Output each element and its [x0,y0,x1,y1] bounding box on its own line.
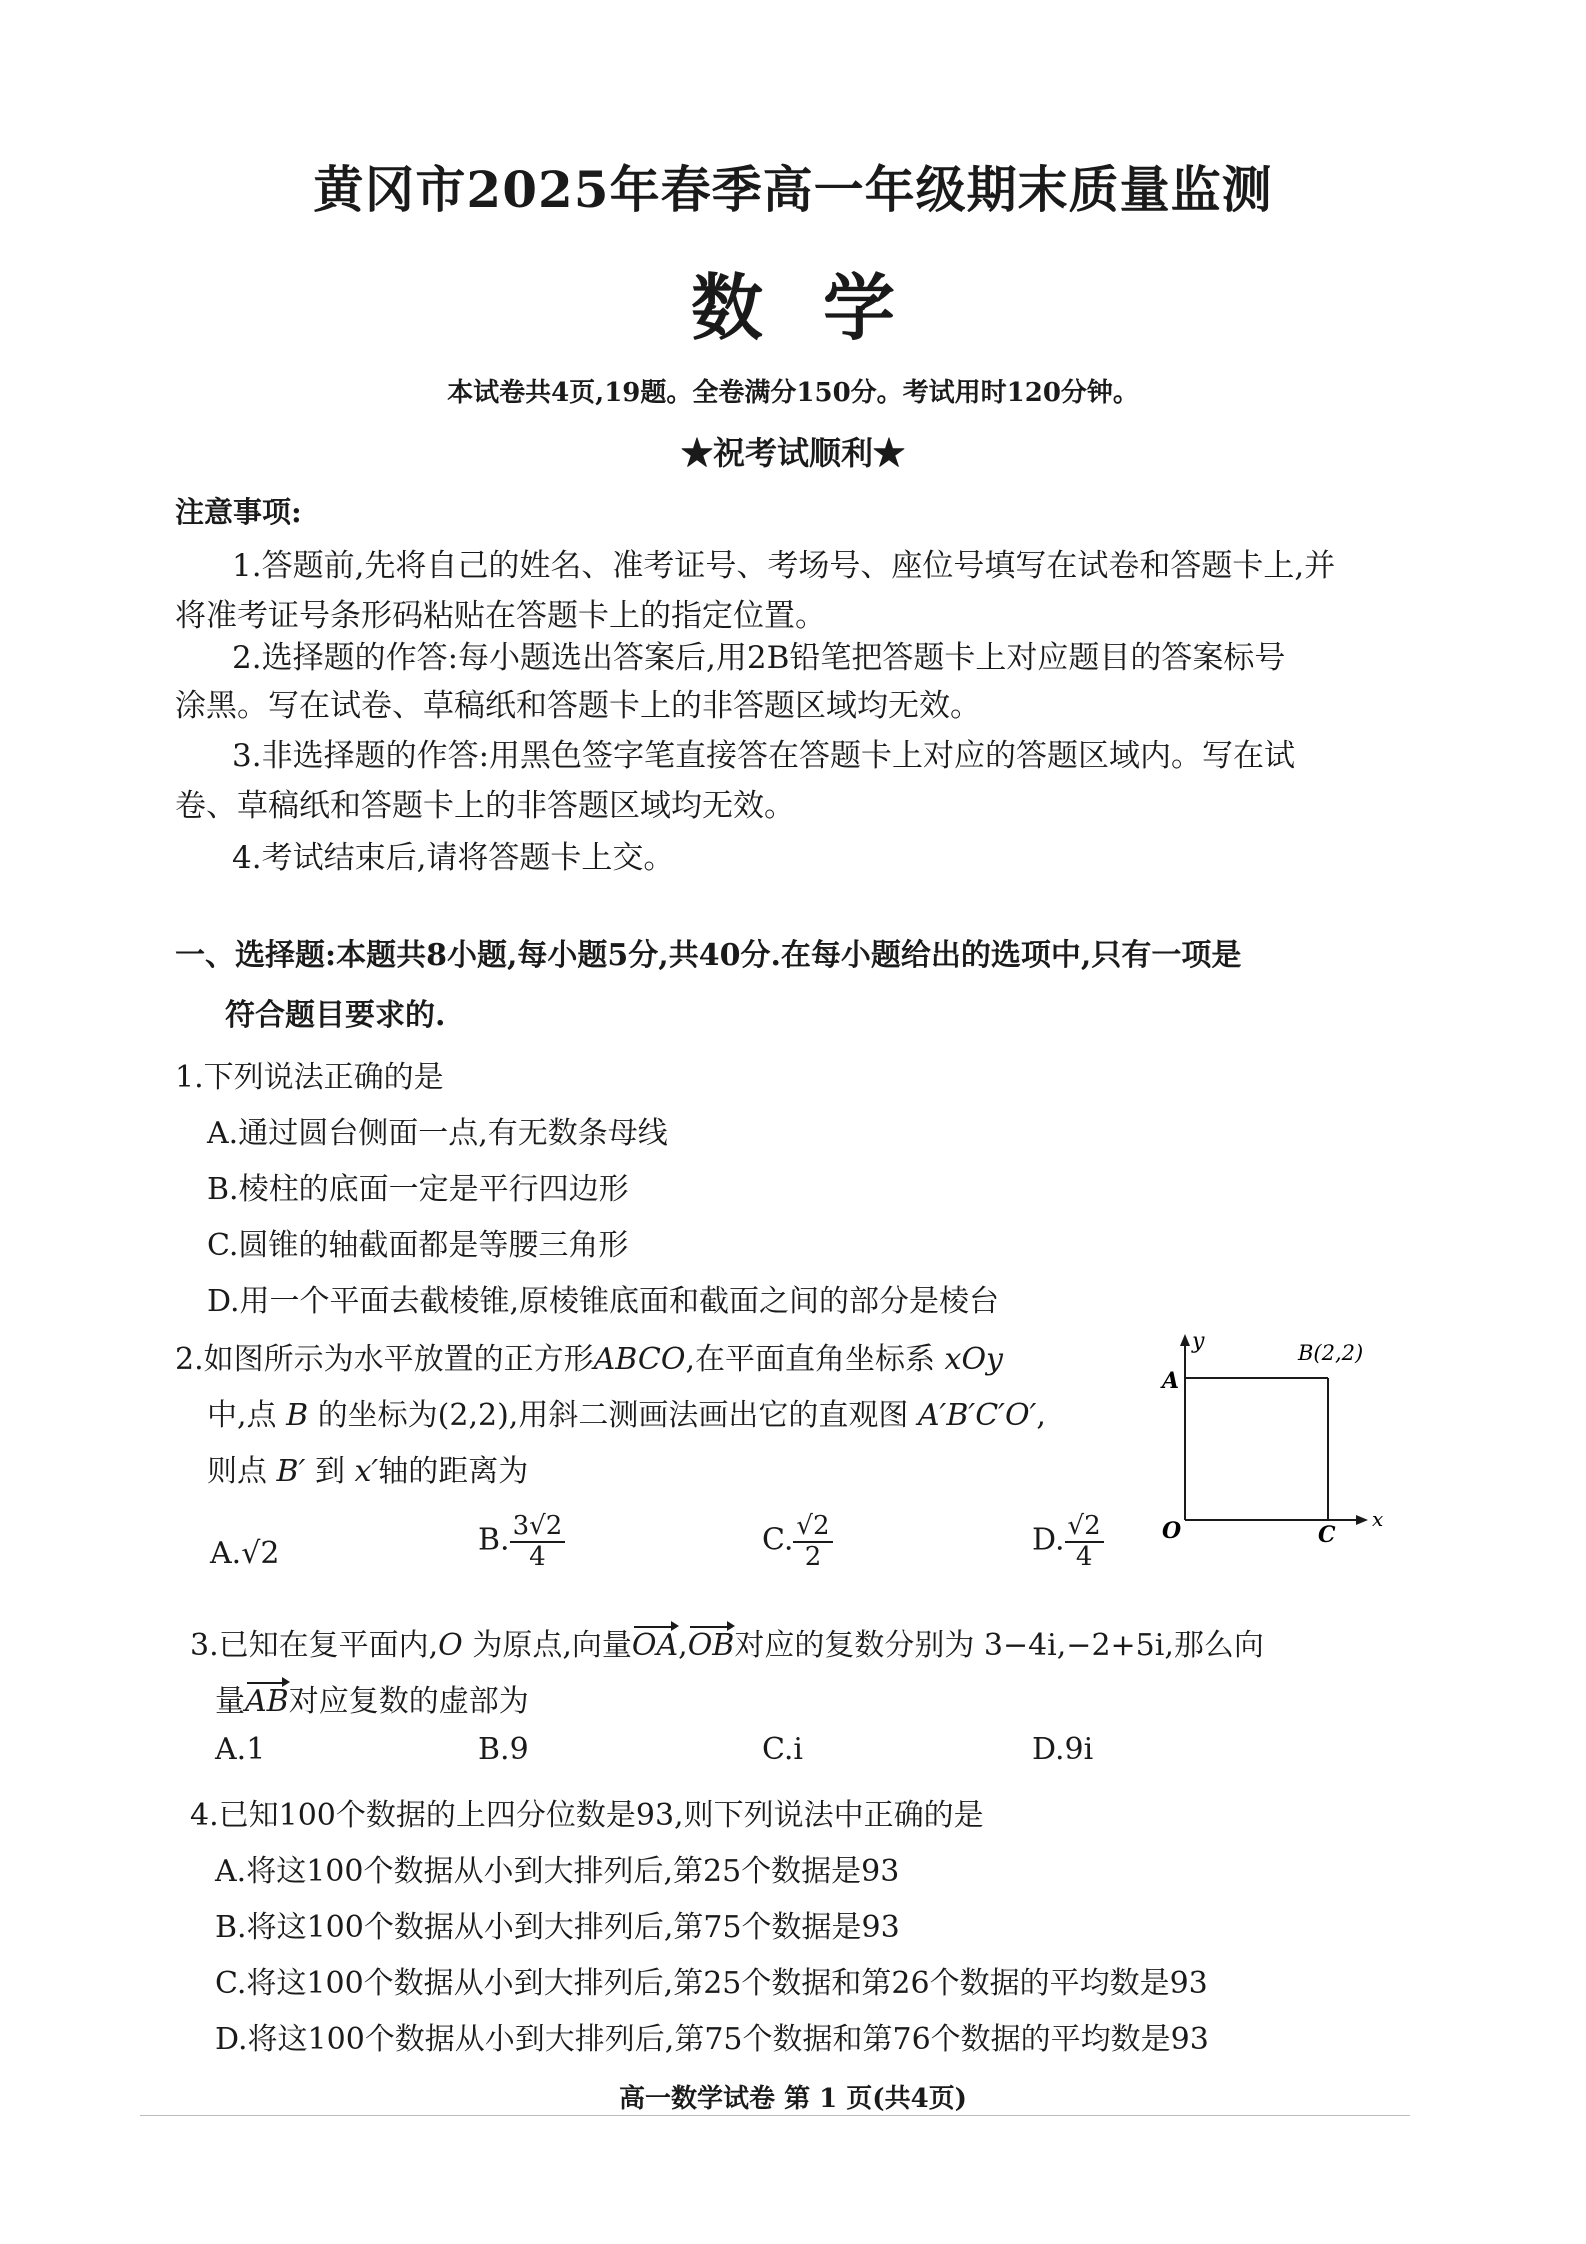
q2-line3-text-c: 到 [314,1454,345,1489]
q2-line3-text-e: 轴的距离为 [378,1454,529,1489]
q2-line1-text-a: 2.如图所示为水平放置的正方形 [175,1342,594,1377]
section1-heading-line1: 一、选择题:本题共8小题,每小题5分,共40分.在每小题给出的选项中,只有一项是 [175,938,1242,973]
q3-vector-ob: OB [687,1628,735,1663]
q4-option-d: D.将这100个数据从小到大排列后,第75个数据和第76个数据的平均数是93 [215,2022,1209,2057]
note-3-line2: 卷、草稿纸和答题卡上的非答题区域均无效。 [175,788,795,824]
q4-option-a: A.将这100个数据从小到大排列后,第25个数据是93 [215,1854,900,1889]
q2-figure-label-b: B(2,2) [1298,1341,1364,1365]
q1-option-a: A.通过圆台侧面一点,有无数条母线 [207,1116,668,1151]
exam-wish: ★祝考试顺利★ [680,434,905,472]
q1-option-b: B.棱柱的底面一定是平行四边形 [207,1172,629,1207]
q2-point-b: B [286,1398,309,1433]
q2-option-a-label: A. [210,1536,242,1571]
q2-option-b-fraction [510,1512,566,1571]
note-2-line2: 涂黑。写在试卷、草稿纸和答题卡上的非答题区域均无效。 [175,688,981,724]
q2-option-b-label: B. [478,1522,510,1558]
exam-title: 黄冈市2025年春季高一年级期末质量监测 [313,160,1273,219]
q1-option-d: D.用一个平面去截棱锥,原棱锥底面和截面之间的部分是棱台 [207,1284,1000,1319]
q2-option-d-fraction [1065,1512,1104,1571]
q2-option-c-numerator: √2 [793,1512,832,1543]
q3-line2-text-b: 对应复数的虚部为 [288,1684,529,1719]
q3-vector-separator: , [678,1628,688,1663]
q3-line1 [190,1620,1264,1664]
q3-option-a: A.1 [215,1732,266,1767]
page-footer: 高一数学试卷 第 1 页(共4页) [619,2084,967,2114]
q2-line3 [207,1446,528,1490]
q2-option-d-numerator: √2 [1065,1512,1104,1543]
q1-stem: 1.下列说法正确的是 [175,1060,444,1095]
exam-subject: 数学 [690,265,955,350]
q2-option-b-numerator: 3√2 [510,1512,566,1543]
q2-option-d-label: D. [1032,1522,1065,1558]
q2-option-a [210,1536,279,1571]
q2-option-b [478,1512,565,1571]
q2-figure-y-arrow [1180,1334,1190,1346]
note-1-line2: 将准考证号条形码粘贴在答题卡上的指定位置。 [175,598,826,634]
q3-line2-text-a: 量 [215,1684,245,1719]
q4-stem: 4.已知100个数据的上四分位数是93,则下列说法中正确的是 [190,1798,984,1833]
q2-figure-label-c: C [1318,1522,1336,1548]
note-2-line1: 2.选择题的作答:每小题选出答案后,用2B铅笔把答题卡上对应题目的答案标号 [232,640,1286,676]
q2-option-a-value: √2 [241,1536,280,1571]
q3-origin: O [438,1628,463,1663]
q2-option-c [762,1512,833,1571]
note-4-line1: 4.考试结束后,请将答题卡上交。 [232,840,675,876]
q3-option-d: D.9i [1032,1732,1094,1767]
q2-figure-label-a: A [1162,1368,1180,1394]
q2-figure-label-y: y [1192,1330,1205,1354]
q3-line1-text-a: 3.已知在复平面内, [190,1628,439,1663]
q2-option-d [1032,1512,1104,1571]
q2-point-b-prime: B′ [276,1454,306,1489]
q2-figure-label-o: O [1162,1518,1182,1544]
q2-line2-text-a: 中,点 [207,1398,277,1433]
q4-option-b: B.将这100个数据从小到大排列后,第75个数据是93 [215,1910,900,1945]
q2-line2-text-c: 的坐标为(2,2),用斜二测画法画出它的直观图 [317,1398,909,1433]
q1-option-c: C.圆锥的轴截面都是等腰三角形 [207,1228,629,1263]
note-3-line1: 3.非选择题的作答:用黑色签字笔直接答在答题卡上对应的答题区域内。写在试 [232,738,1296,774]
q2-option-c-label: C. [762,1522,794,1558]
q2-line3-text-a: 则点 [207,1454,267,1489]
q3-line1-text-c: 为原点,向量 [472,1628,632,1663]
q2-square-name: ABCO [593,1342,686,1377]
q2-figure-label-x: x [1372,1507,1384,1531]
q2-x-prime-axis: x′ [354,1454,379,1489]
q2-option-b-denominator: 4 [529,1541,546,1572]
q4-option-c: C.将这100个数据从小到大排列后,第25个数据和第26个数据的平均数是93 [215,1966,1208,2001]
q2-intuitive-figure: A′B′C′O′ [917,1398,1037,1433]
q2-line1 [175,1334,1003,1378]
q2-line2 [207,1390,1046,1434]
section1-heading-line2: 符合题目要求的. [225,998,446,1033]
notes-heading: 注意事项: [175,495,302,529]
q2-figure-x-arrow [1356,1515,1368,1525]
q3-vector-oa: OA [631,1628,679,1663]
q2-option-d-denominator: 4 [1075,1541,1093,1572]
exam-info: 本试卷共4页,19题。全卷满分150分。考试用时120分钟。 [447,378,1139,408]
q3-line1-text-d: 对应的复数分别为 3−4i,−2+5i,那么向 [734,1628,1264,1663]
footer-divider [140,2115,1410,2116]
q2-line2-comma: , [1036,1398,1046,1433]
q2-coord-system: xOy [944,1342,1004,1377]
q3-line2 [215,1676,529,1720]
q3-vector-ab: AB [245,1684,289,1719]
q3-option-b: B.9 [478,1732,529,1767]
q2-line1-text-c: ,在平面直角坐标系 [685,1342,935,1377]
q2-option-c-fraction [793,1512,832,1571]
q3-option-c: C.i [762,1732,804,1767]
note-1-line1: 1.答题前,先将自己的姓名、准考证号、考场号、座位号填写在试卷和答题卡上,并 [232,548,1336,584]
q2-option-c-denominator: 2 [804,1541,822,1572]
q2-square-figure [1150,1330,1390,1550]
